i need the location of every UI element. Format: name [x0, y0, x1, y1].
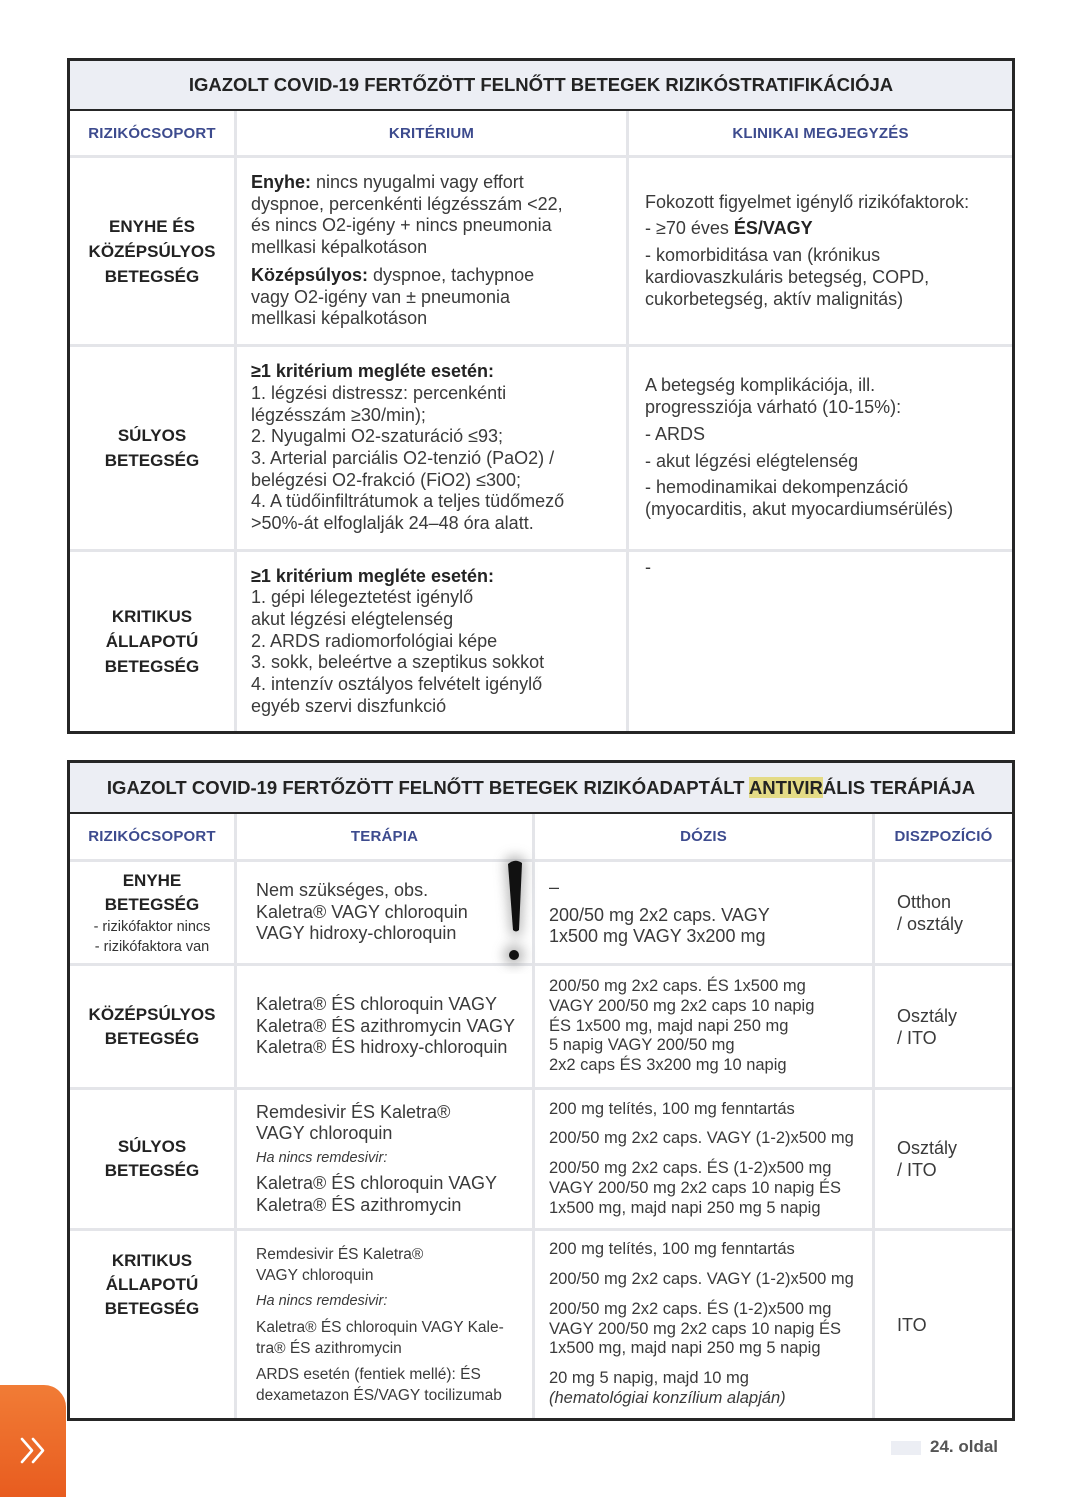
table-grid	[70, 111, 1012, 731]
therapy-line: Remdesivir ÉS Kaletra®	[256, 1245, 424, 1263]
therapy-line: Nem szükséges, obs.	[256, 879, 429, 900]
criterion-line: belégzési O2-frakció (FiO2) ≤300;	[251, 469, 521, 490]
dose-note: (hematológiai konzílium alapján)	[549, 1388, 786, 1407]
criterion-heading: ≥1 kritérium megléte esetén:	[251, 361, 494, 382]
note-line: kardiovaszkuláris betegség, COPD,	[645, 266, 930, 287]
note-line: cukorbetegség, aktív malignitás)	[645, 288, 904, 309]
note-line	[645, 218, 1012, 240]
criterion-severity-label: Enyhe:	[251, 172, 312, 193]
dose-line: 200/50 mg 2x2 caps. VAGY (1-2)x500 mg	[549, 1129, 854, 1148]
criterion-line: 3. sokk, beleértve a szeptikus sokkot	[251, 652, 545, 673]
dose-cell	[535, 1231, 872, 1418]
therapy-line: VAGY hidroxy-chloroquin	[256, 923, 457, 944]
note-line: A betegség komplikációja, ill.	[645, 375, 876, 396]
criterion-cell	[237, 158, 626, 344]
disposition-cell	[875, 862, 1012, 963]
disposition-line: / osztály	[897, 913, 964, 934]
dose-line: 20 mg 5 napig, majd 10 mg	[549, 1369, 749, 1388]
criterion-line: 2. ARDS radiomorfológiai képe	[251, 630, 498, 651]
risk-group-label: KRITIKUS	[111, 607, 193, 626]
criterion-line: 2. Nyugalmi O2-szaturáció ≤93;	[251, 426, 503, 447]
criterion-line: és nincs O2-igény + nincs pneumonia	[251, 215, 552, 236]
dose-line: 1x500 mg, majd napi 250 mg 5 napig	[549, 1198, 821, 1217]
risk-group-cell	[70, 347, 234, 549]
table-title-text	[107, 777, 975, 799]
dose-line: –	[549, 876, 560, 897]
therapy-cell	[237, 966, 532, 1087]
note-emphasis: ÉS/VAGY	[733, 218, 813, 239]
therapy-line: Kaletra® ÉS azithromycin	[256, 1194, 462, 1215]
risk-group-label: KRITIKUS	[111, 1251, 193, 1270]
clinical-note-cell	[629, 552, 1012, 731]
criterion-line	[251, 172, 626, 194]
disposition-line: Otthon	[897, 891, 952, 912]
risk-group-label: BETEGSÉG	[104, 1161, 200, 1180]
note-line: (myocarditis, akut myocardiumsérülés)	[645, 498, 954, 519]
disposition-line: Osztály	[897, 1138, 958, 1158]
criterion-severity-label: Középsúlyos:	[251, 264, 369, 285]
risk-group-label: KÖZÉPSÚLYOS	[88, 241, 216, 261]
therapy-line: ARDS esetén (fentiek mellé): ÉS	[256, 1365, 481, 1383]
criterion-line: 1. gépi lélegeztetést igénylő	[251, 587, 474, 608]
dose-line: 200/50 mg 2x2 caps. ÉS (1-2)x500 mg	[549, 1159, 832, 1178]
page-number: 24. oldal	[930, 1437, 999, 1456]
corner-tab	[0, 1385, 66, 1497]
dose-line: 200 mg telítés, 100 mg fenntartás	[549, 1099, 795, 1118]
risk-factor-note: - rizikófaktor nincs	[93, 918, 211, 935]
dose-line: VAGY 200/50 mg 2x2 caps 10 napig ÉS	[549, 1319, 841, 1338]
risk-group-cell	[70, 158, 234, 344]
dose-line: VAGY 200/50 mg 2x2 caps 10 napig ÉS	[549, 1178, 841, 1197]
therapy-line: Kaletra® ÉS chloroquin VAGY	[256, 1172, 498, 1193]
note-line: - hemodinamikai dekompenzáció	[645, 477, 909, 498]
dose-line: 5 napig VAGY 200/50 mg	[549, 1036, 735, 1055]
title-highlight: ANTIVIR	[748, 776, 823, 798]
note-line: Fokozott figyelmet igénylő rizikófaktorok:	[645, 191, 970, 212]
column-header-risk-group: RIZIKÓCSOPORT	[70, 814, 234, 859]
risk-group-label: BETEGSÉG	[104, 894, 200, 914]
note-line: -	[645, 557, 651, 577]
disposition-cell	[875, 1090, 1012, 1228]
criterion-line: 4. intenzív osztályos felvételt igénylő	[251, 674, 543, 695]
column-header-dose: DÓZIS	[535, 814, 872, 859]
criterion-line: 4. A tüdőinfiltrátumok a teljes tüdőmező	[251, 491, 565, 512]
therapy-line: Kaletra® VAGY chloroquin	[256, 901, 468, 922]
dose-line: ÉS 1x500 mg, majd napi 250 mg	[549, 1016, 789, 1035]
therapy-line: Kaletra® ÉS chloroquin VAGY	[256, 993, 498, 1014]
dose-line: 200 mg telítés, 100 mg fenntartás	[549, 1240, 795, 1259]
disposition-line: Osztály	[897, 1005, 958, 1026]
therapy-line: VAGY chloroquin	[256, 1266, 374, 1284]
column-header-disposition: DISZPOZÍCIÓ	[875, 814, 1012, 859]
clinical-note-cell	[629, 347, 1012, 549]
dose-line: 1x500 mg VAGY 3x200 mg	[549, 926, 766, 947]
table-title-text: IGAZOLT COVID-19 FERTŐZÖTT FELNŐTT BETEGEK RIZIKÓSTRATIFIKÁCIÓJA	[188, 74, 894, 95]
risk-group-label: BETEGSÉG	[104, 657, 200, 676]
clinical-note-cell	[629, 158, 1012, 344]
column-header-therapy: TERÁPIA	[237, 814, 532, 859]
risk-group-label: SÚLYOS	[117, 1137, 187, 1156]
therapy-cell	[237, 1231, 532, 1418]
column-header-criterion: KRITÉRIUM	[237, 111, 626, 155]
note-line: - akut légzési elégtelenség	[645, 450, 859, 471]
risk-group-label: SÚLYOS	[117, 426, 187, 445]
note-line: progressziója várható (10-15%):	[645, 397, 902, 418]
criterion-line	[251, 265, 626, 287]
therapy-line: Kaletra® ÉS azithromycin VAGY	[256, 1015, 516, 1036]
risk-factor-note: - rizikófaktora van	[94, 938, 210, 955]
note-line: - ARDS	[645, 423, 706, 444]
risk-group-cell	[70, 552, 234, 731]
criterion-line: 3. Arterial parciális O2-tenzió (PaO2) /	[251, 448, 555, 468]
therapy-alternative-label: Ha nincs remdesivir:	[256, 1292, 388, 1309]
risk-group-cell	[70, 966, 234, 1087]
therapy-line: Remdesivir ÉS Kaletra®	[256, 1101, 451, 1122]
table-title	[70, 61, 1012, 111]
therapy-line: VAGY chloroquin	[256, 1123, 393, 1144]
dose-line: 1x500 mg, majd napi 250 mg 5 napig	[549, 1339, 821, 1358]
criterion-cell	[237, 552, 626, 731]
risk-group-label: ENYHE	[122, 870, 182, 890]
risk-group-label: BETEGSÉG	[104, 451, 200, 470]
risk-stratification-table	[67, 58, 1015, 734]
therapy-line: dexametazon ÉS/VAGY tocilizumab	[256, 1386, 502, 1404]
therapy-line: tra® ÉS azithromycin	[256, 1339, 402, 1357]
criterion-cell	[237, 347, 626, 549]
criterion-line: dyspnoe, percenkénti légzésszám <22,	[251, 193, 563, 214]
risk-group-label: BETEGSÉG	[104, 1028, 200, 1048]
risk-group-label: KÖZÉPSÚLYOS	[88, 1004, 216, 1024]
therapy-cell	[237, 1090, 532, 1228]
criterion-line: 1. légzési distressz: percenkénti	[251, 382, 507, 403]
criterion-line: vagy O2-igény van ± pneumonia	[251, 286, 511, 307]
criterion-line: légzésszám ≥30/min);	[251, 404, 426, 425]
disposition-line: / ITO	[897, 1160, 937, 1180]
page-number-marker	[891, 1441, 921, 1455]
title-text-start: IGAZOLT COVID-19 FERTŐZÖTT FELNŐTT BETEGEK RIZIKÓADAPTÁLT	[106, 776, 749, 798]
risk-group-cell	[70, 862, 234, 963]
dose-cell	[535, 966, 872, 1087]
criterion-line: egyéb szervi diszfunkció	[251, 695, 447, 716]
dose-line: 200/50 mg 2x2 caps. VAGY (1-2)x500 mg	[549, 1270, 854, 1289]
risk-group-label: BETEGSÉG	[104, 1299, 200, 1318]
dose-line: 200/50 mg 2x2 caps. ÉS 1x500 mg	[549, 977, 806, 996]
note-text: - ≥70 éves	[645, 218, 734, 239]
double-chevron-right-icon	[19, 1436, 48, 1465]
risk-group-cell	[70, 1231, 234, 1418]
column-header-clinical-note: KLINIKAI MEGJEGYZÉS	[629, 111, 1012, 155]
therapy-line: Kaletra® ÉS hidroxy-chloroquin	[256, 1037, 508, 1058]
dose-line: 2x2 caps ÉS 3x200 mg 10 napig	[549, 1056, 787, 1075]
dose-cell	[535, 862, 872, 963]
risk-group-label: ÁLLAPOTÚ	[105, 1275, 199, 1294]
disposition-cell	[875, 966, 1012, 1087]
risk-group-label: ÁLLAPOTÚ	[105, 632, 199, 651]
risk-group-cell	[70, 1090, 234, 1228]
therapy-line: Kaletra® ÉS chloroquin VAGY Kale-	[256, 1318, 504, 1336]
therapy-alternative-label: Ha nincs remdesivir:	[256, 1150, 388, 1167]
dose-cell	[535, 1090, 872, 1228]
dose-line: 200/50 mg 2x2 caps. VAGY	[549, 904, 770, 925]
criterion-text: dyspnoe, tachypnoe	[368, 264, 535, 285]
criterion-line: akut légzési elégtelenség	[251, 608, 454, 629]
disposition-line: ITO	[897, 1314, 927, 1335]
criterion-text: nincs nyugalmi vagy effort	[311, 172, 524, 193]
title-text-end: ÁLIS TERÁPIÁJA	[822, 776, 976, 798]
disposition-line: / ITO	[897, 1027, 937, 1048]
risk-group-label: BETEGSÉG	[104, 266, 200, 286]
dose-line: VAGY 200/50 mg 2x2 caps 10 napig	[549, 996, 815, 1015]
criterion-line: >50%-át elfoglalják 24–48 óra alatt.	[251, 513, 534, 534]
note-line: - komorbiditása van (krónikus	[645, 245, 881, 266]
criterion-heading: ≥1 kritérium megléte esetén:	[251, 565, 494, 586]
criterion-line: mellkasi képalkotáson	[251, 308, 428, 329]
disposition-cell	[875, 1231, 1012, 1418]
exclamation-icon	[486, 842, 542, 974]
table-title	[70, 763, 1012, 814]
column-header-risk-group: RIZIKÓCSOPORT	[70, 111, 234, 155]
risk-group-label: ENYHE ÉS	[109, 216, 195, 236]
dose-line: 200/50 mg 2x2 caps. ÉS (1-2)x500 mg	[549, 1299, 832, 1318]
criterion-line: mellkasi képalkotáson	[251, 237, 428, 258]
